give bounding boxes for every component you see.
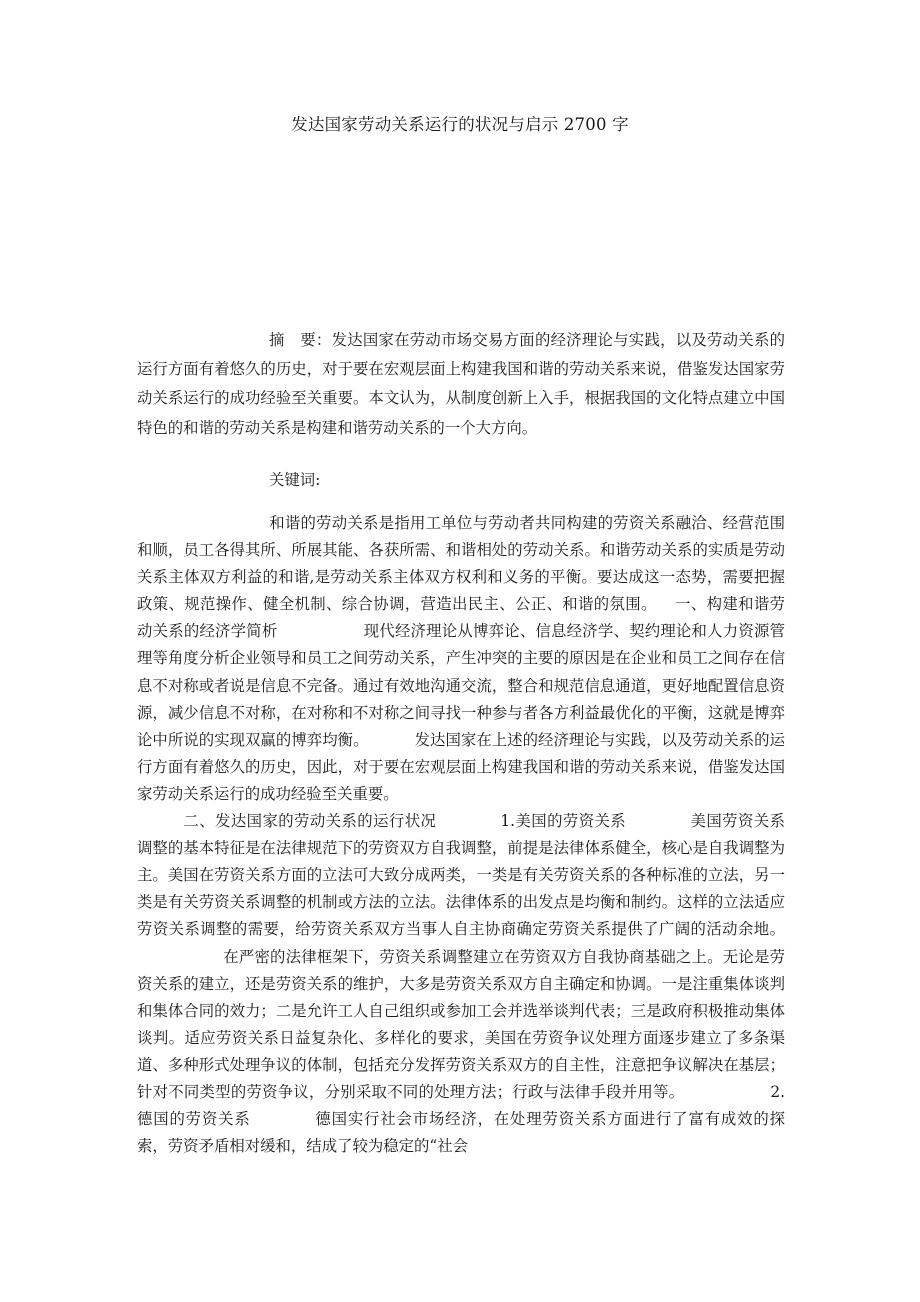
paragraph-text-6: 德国实行社会市场经济，在处理劳资关系方面进行了富有成效的探索，劳资矛盾相对缓和，结成了较为稳定的“社会	[137, 1110, 785, 1156]
paragraph-text-4: 美国劳资关系调整的基本特征是在法律规范下的劳资双方自我调整，前提是法律体系健全，核心是自我调整为主。美国在劳资关系方面的立法可大致分成两类，一类是有关劳资关系的各种标准的立法，另一类是有关劳资关系调整的机制或方法的立法。法律体系的出发点是均衡和制约。这样的立法适应劳资关系调整的需要，给劳资关系双方当事人自主协商确定劳资关系提供了广阔的活动余地。	[137, 812, 785, 939]
paragraph-text-5: 在严密的法律框架下，劳资关系调整建立在劳资双方自我协商基础之上。无论是劳资关系的建立，还是劳资关系的维护，大多是劳资关系双方自主确定和协调。一是注重集体谈判和集体合同的效力；二是允许工人自己组织或参加工会并选举谈判代表；三是政府积极推动集体谈判。适应劳资关系日益复杂化、多样化的要求，美国在劳资争议处理方面逐步建立了多条渠道、多种形式处理争议的体制，包括充分发挥劳资关系双方的自主性，注意把争议解决在基层；针对不同类型的劳资争议，分别采取不同的处理方法；行政与法律手段并用等。	[137, 947, 785, 1101]
paragraph-text-2: 现代经济理论从博弈论、信息经济学、契约理论和人力资源管理等角度分析企业领导和员工之间劳动关系，产生冲突的主要的原因是在企业和员工之间存在信息不对称或者说是信息不完备。通过有效地沟通交流，整合和规范信息通道，更好地配置信息资源，减少信息不对称，在对称和不对称之间寻找一种参与者各方利益最优化的平衡，这就是博弈论中所说的实现双赢的博弈均衡。	[137, 622, 785, 749]
keywords-label: 关键词:	[269, 471, 321, 489]
abstract-label: 摘 要：	[269, 331, 332, 349]
paragraph-text-3: 发达国家在上述的经济理论与实践，以及劳动关系的运行方面有着悠久的历史，因此，对于要在宏观层面上构建我国和谐的劳动关系来说，借鉴发达国家劳动关系运行的成功经验至关重要。	[137, 730, 785, 803]
section-heading-2: 二、发达国家的劳动关系的运行状况	[183, 812, 437, 831]
body-paragraph	[137, 510, 785, 808]
sub-heading-2: 2.德国的劳资关系	[137, 1082, 785, 1129]
keywords-section	[137, 466, 785, 495]
page-title: 发达国家劳动关系运行的状况与启示 2700 字	[291, 115, 629, 134]
paragraph-text-1: 和谐的劳动关系是指用工单位与劳动者共同构建的劳资关系融洽、经营范围和顺，员工各得其所、所展其能、各获所需、和谐相处的劳动关系。和谐劳动关系的实质是劳动关系主体双方利益的和谐,是劳动关系主体双方权利和义务的平衡。要达成这一态势，需要把握政策、规范操作、健全机制、综合协调，营造出民主、公正、和谐的氛围。	[137, 514, 785, 614]
body-section	[137, 510, 785, 1160]
sub-heading-1: 1.美国的劳资关系	[500, 812, 627, 831]
abstract-section	[137, 326, 785, 443]
body-paragraph	[137, 808, 785, 1160]
section-heading-1: 一、构建和谐劳动关系的经济学简析	[137, 595, 785, 641]
abstract-text: 发达国家在劳动市场交易方面的经济理论与实践，以及劳动关系的运行方面有着悠久的历史，对于要在宏观层面上构建我国和谐的劳动关系来说，借鉴发达国家劳动关系运行的成功经验至关重要。本文认为，从制度创新上入手，根据我国的文化特点建立中国特色的和谐的劳动关系是构建和谐劳动关系的一个大方向。	[137, 331, 785, 437]
